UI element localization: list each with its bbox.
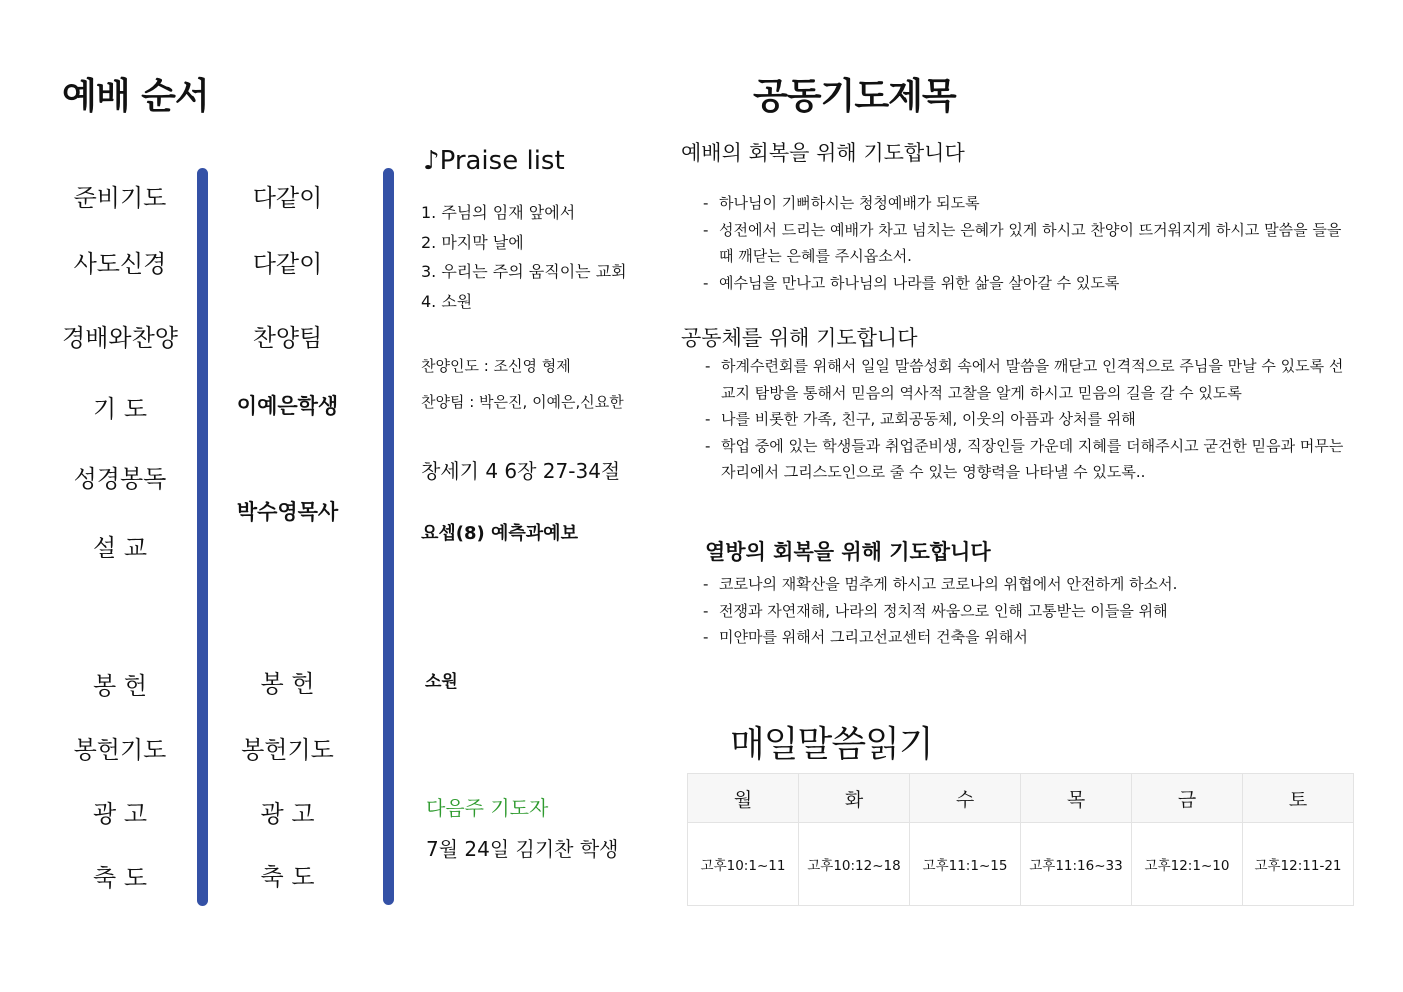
table-row <box>688 823 1354 906</box>
order-who-announcements: 광 고 <box>260 800 315 828</box>
prayer-section-list <box>703 190 1343 296</box>
sermon-title: 요셉(8) 예측과예보 <box>421 523 578 544</box>
reading-day-header: 토 <box>1243 774 1354 823</box>
order-item-scripture: 성경봉독 <box>73 465 167 493</box>
prayer-section-heading: 공동체를 위해 기도합니다 <box>681 326 918 350</box>
prayer-section-list <box>703 571 1343 651</box>
prayer-item: - 성전에서 드리는 예배가 차고 넘치는 은혜가 있게 하시고 찬양이 뜨거워지게 하시고 말씀을 들을 때 깨닫는 은혜를 주시옵소서. <box>703 220 1342 265</box>
order-item-prayer: 기 도 <box>93 395 147 423</box>
order-who-offering: 봉 헌 <box>260 670 315 698</box>
prayer-title: 공동기도제목 <box>753 76 956 117</box>
order-who-prayer: 이예은학생 <box>236 394 339 418</box>
order-who-prep-prayer: 다같이 <box>252 184 323 212</box>
praise-team: 찬양팀 : 박은진, 이예은,신요한 <box>421 393 624 411</box>
praise-song: 4. 소원 <box>421 291 473 311</box>
reading-day-header: 금 <box>1132 774 1243 823</box>
praise-song: 3. 우리는 주의 움직이는 교회 <box>421 262 627 281</box>
order-who-worship: 찬양팀 <box>252 324 323 352</box>
praise-song-list <box>421 198 671 316</box>
middle-divider-bar <box>383 168 394 905</box>
order-who-benediction: 축 도 <box>260 863 315 891</box>
praise-song: 2. 마지막 날에 <box>421 232 524 252</box>
prayer-item: - 미얀마를 위해서 그리고선교센터 건축을 위해서 <box>703 628 1028 646</box>
prayer-item: - 하계수련회를 위해서 일일 말씀성회 속에서 말씀을 깨닫고 인격적으로 주님을 만날 수 있도록 선교지 탐방을 통해서 믿음의 역사적 고찰을 알게 하시고 믿음의 길을 갈 수 있도록 <box>705 357 1344 402</box>
prayer-item: - 코로나의 재확산을 멈추게 하시고 코로나의 위협에서 안전하게 하소서. <box>703 575 1178 593</box>
prayer-item: - 예수님을 만나고 하나님의 나라를 위한 삶을 살아갈 수 있도록 <box>703 273 1120 292</box>
reading-passage: 고후11:16~33 <box>1021 823 1132 906</box>
order-item-offering-prayer: 봉헌기도 <box>73 736 167 764</box>
prayer-item: - 학업 중에 있는 학생들과 취업준비생, 직장인들 가운데 지혜를 더해주시고 굳건한 믿음과 머무는 자리에서 그리스도인으로 줄 수 있는 영향력을 나타낼 수 있도록.. <box>705 436 1344 481</box>
prayer-section-list <box>705 353 1345 486</box>
prayer-item: - 하나님이 기뻐하시는 청청예배가 되도록 <box>703 194 980 212</box>
reading-passage: 고후10:12~18 <box>799 823 910 906</box>
prayer-section-heading: 열방의 회복을 위해 기도합니다 <box>705 540 991 564</box>
prayer-item: - 전쟁과 자연재해, 나라의 정치적 싸움으로 인해 고통받는 이들을 위해 <box>703 601 1168 620</box>
praise-list-heading: ♪Praise list <box>423 146 565 176</box>
reading-day-header: 목 <box>1021 774 1132 823</box>
prayer-item: - 나를 비롯한 가족, 친구, 교회공동체, 이웃의 아픔과 상처를 위해 <box>705 410 1136 428</box>
reading-passage: 고후12:1~10 <box>1132 823 1243 906</box>
order-item-creed: 사도신경 <box>73 250 167 278</box>
offering-song: 소원 <box>425 672 458 692</box>
left-divider-bar <box>197 168 208 906</box>
daily-reading-table <box>687 773 1354 906</box>
order-title: 예배 순서 <box>62 76 209 117</box>
reading-passage: 고후11:1~15 <box>910 823 1021 906</box>
scripture-reference: 창세기 4 6장 27-34절 <box>421 459 621 483</box>
daily-reading-title: 매일말씀읽기 <box>730 724 933 765</box>
order-who-creed: 다같이 <box>252 250 323 278</box>
order-item-offering: 봉 헌 <box>93 672 147 700</box>
table-row <box>688 774 1354 823</box>
order-who-pastor: 박수영목사 <box>236 500 339 524</box>
order-item-benediction: 축 도 <box>93 864 147 892</box>
next-prayer-value: 7월 24일 김기찬 학생 <box>426 837 619 861</box>
order-who-offering-prayer: 봉헌기도 <box>241 736 334 764</box>
order-item-worship: 경배와찬양 <box>62 324 178 352</box>
reading-passage: 고후12:11-21 <box>1243 823 1354 906</box>
order-item-announcements: 광 고 <box>93 800 147 828</box>
praise-leader: 찬양인도 : 조신영 형제 <box>421 357 571 375</box>
order-item-sermon: 설 교 <box>93 534 147 562</box>
reading-day-header: 월 <box>688 774 799 823</box>
praise-song: 1. 주님의 임재 앞에서 <box>421 203 576 222</box>
next-prayer-label: 다음주 기도자 <box>426 796 549 820</box>
order-item-prep-prayer: 준비기도 <box>73 184 167 212</box>
reading-day-header: 화 <box>799 774 910 823</box>
reading-passage: 고후10:1~11 <box>688 823 799 906</box>
reading-day-header: 수 <box>910 774 1021 823</box>
prayer-section-heading: 예배의 회복을 위해 기도합니다 <box>681 141 965 165</box>
